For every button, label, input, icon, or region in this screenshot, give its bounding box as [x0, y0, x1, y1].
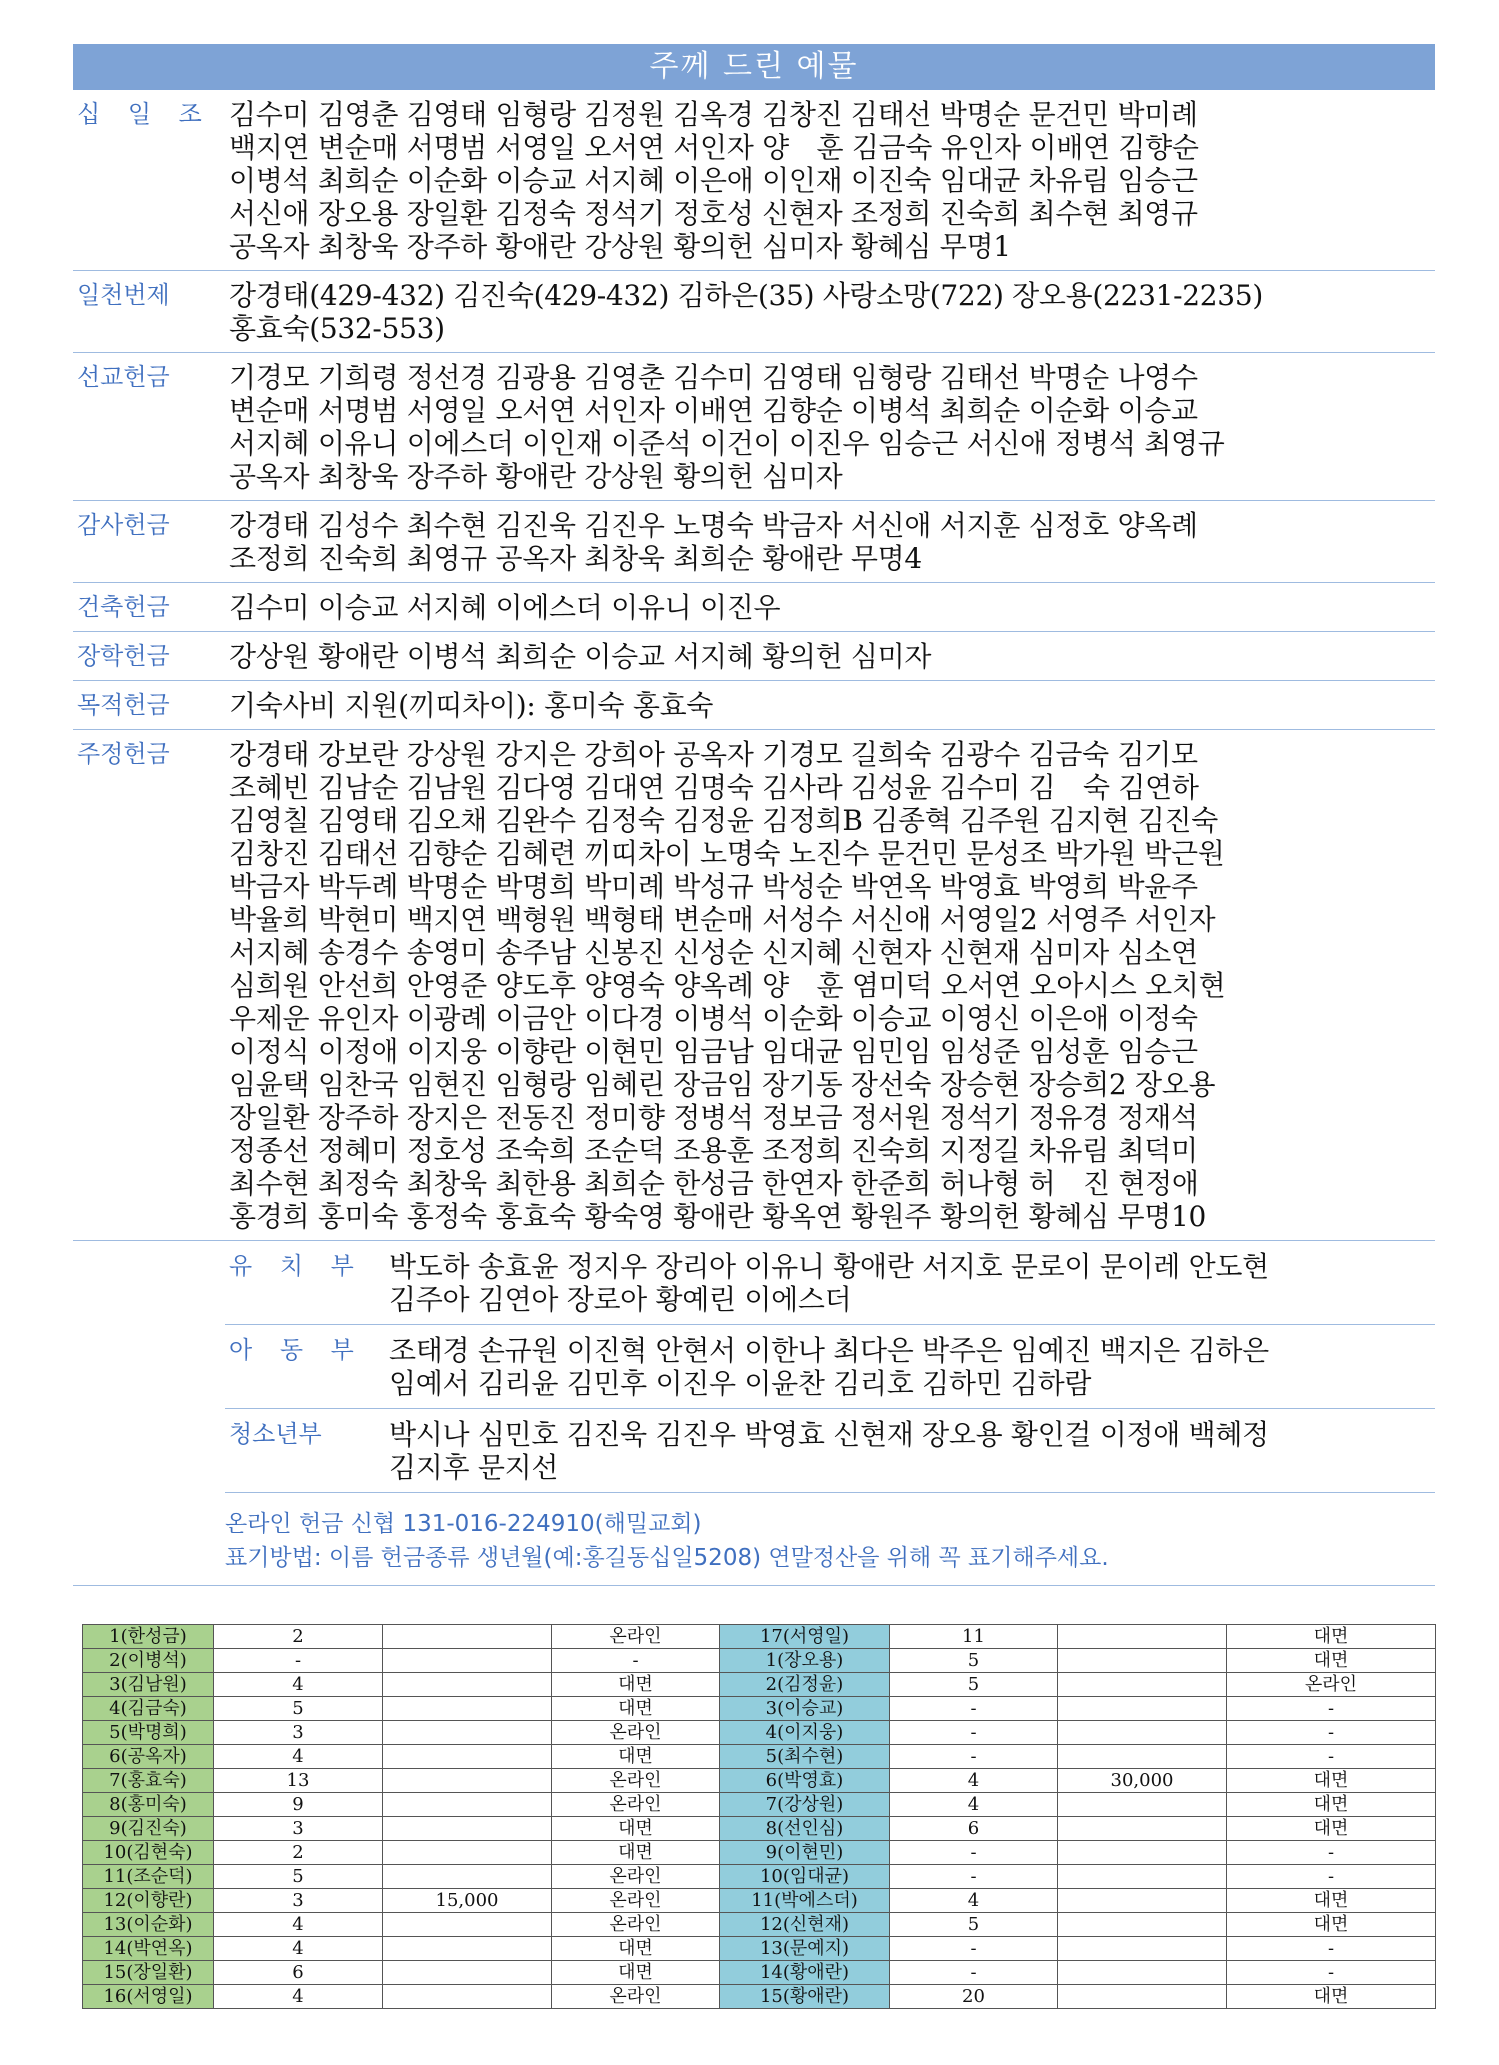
name-line: 공옥자 최창욱 장주하 황애란 강상원 황의헌 심미자 — [229, 460, 843, 493]
name-cell: 6(공옥자) — [83, 1745, 214, 1769]
name-line: 임윤택 임찬국 임현진 임형랑 임혜린 장금임 장기동 장선숙 장승현 장승희2 장오용 — [229, 1068, 1216, 1101]
section-names — [229, 689, 1435, 722]
subsection-names — [389, 1250, 1435, 1316]
section-section — [73, 681, 1435, 730]
name-cell: 14(박연옥) — [83, 1937, 214, 1961]
name-line: 강경태 김성수 최수현 김진욱 김진우 노명숙 박금자 서신애 서지훈 심정호 양옥례 — [229, 509, 1198, 542]
mode-cell: 대면 — [1227, 1625, 1436, 1649]
mode-cell: 대면 — [552, 1697, 720, 1721]
name-line: 김수미 김영춘 김영태 임형랑 김정원 김옥경 김창진 김태선 박명순 문건민 박미례 — [229, 98, 1198, 131]
count-cell: 13 — [214, 1769, 383, 1793]
count-cell: 6 — [890, 1817, 1058, 1841]
count-cell: 3 — [214, 1817, 383, 1841]
section-section — [73, 353, 1435, 501]
amount-cell — [383, 1913, 552, 1937]
name-line: 이병석 최희순 이순화 이승교 서지혜 이은애 이인재 이진숙 임대균 차유림 임승근 — [229, 164, 1198, 197]
table-row — [83, 1817, 1436, 1841]
name-line: 박율희 박현미 백지연 백형원 백형태 변순매 서성수 서신애 서영일2 서영주 서인자 — [229, 903, 1216, 936]
name-cell: 3(이승교) — [720, 1697, 890, 1721]
amount-cell — [1058, 1865, 1227, 1889]
name-cell: 13(문예지) — [720, 1937, 890, 1961]
name-cell: 10(임대균) — [720, 1865, 890, 1889]
section-label: 목적헌금 — [77, 691, 170, 719]
count-cell: - — [890, 1745, 1058, 1769]
table-row — [83, 1865, 1436, 1889]
subsection-section — [225, 1409, 1435, 1493]
mode-cell: 온라인 — [552, 1721, 720, 1745]
table-row — [83, 1793, 1436, 1817]
amount-cell — [1058, 1697, 1227, 1721]
section-section — [73, 632, 1435, 681]
amount-cell — [383, 1817, 552, 1841]
count-cell: - — [890, 1721, 1058, 1745]
name-line: 변순매 서명범 서영일 오서연 서인자 이배연 김향순 이병석 최희순 이순화 이승교 — [229, 394, 1198, 427]
name-line: 임예서 김리윤 김민후 이진우 이윤찬 김리호 김하민 김하람 — [389, 1367, 1092, 1400]
subsection-section — [225, 1325, 1435, 1409]
name-cell: 16(서영일) — [83, 1985, 214, 2009]
mode-cell: 대면 — [552, 1745, 720, 1769]
name-line: 기경모 기희령 정선경 김광용 김영춘 김수미 김영태 임형랑 김태선 박명순 나영수 — [229, 361, 1198, 394]
count-cell: 2 — [214, 1841, 383, 1865]
section-section — [73, 730, 1435, 1241]
table-row — [83, 1673, 1436, 1697]
count-cell: 5 — [890, 1673, 1058, 1697]
name-cell: 1(한성금) — [83, 1625, 214, 1649]
count-cell: - — [214, 1649, 383, 1673]
table-row — [83, 1889, 1436, 1913]
name-line: 김창진 김태선 김향순 김혜련 끼띠차이 노명숙 노진수 문건민 문성조 박가원 박근원 — [229, 837, 1225, 870]
mode-cell: 온라인 — [552, 1793, 720, 1817]
section-label: 일천번제 — [77, 281, 170, 309]
amount-cell — [1058, 1817, 1227, 1841]
name-line: 서지혜 이유니 이에스더 이인재 이준석 이건이 이진우 임승근 서신애 정병석 최영규 — [229, 427, 1225, 460]
amount-cell — [383, 1985, 552, 2009]
count-cell: 4 — [214, 1673, 383, 1697]
amount-cell — [383, 1673, 552, 1697]
section-section — [73, 271, 1435, 353]
subsection-section — [225, 1241, 1435, 1325]
count-cell: 4 — [214, 1985, 383, 2009]
subsection-label: 아 동 부 — [229, 1336, 364, 1364]
name-line: 김영칠 김영태 김오채 김완수 김정숙 김정윤 김정희B 김종혁 김주원 김지현 김진숙 — [229, 804, 1218, 837]
name-cell: 5(최수현) — [720, 1745, 890, 1769]
subsection-names — [389, 1418, 1435, 1484]
mode-cell: 온라인 — [552, 1985, 720, 2009]
amount-cell: 30,000 — [1058, 1769, 1227, 1793]
attendance-table — [82, 1624, 1436, 2009]
count-cell: 4 — [214, 1913, 383, 1937]
amount-cell — [1058, 1721, 1227, 1745]
mode-cell: - — [1227, 1841, 1436, 1865]
mode-cell: 대면 — [1227, 1817, 1436, 1841]
count-cell: 3 — [214, 1721, 383, 1745]
name-line: 정종선 정혜미 정호성 조숙희 조순덕 조용훈 조정희 진숙희 지정길 차유림 최덕미 — [229, 1134, 1198, 1167]
name-line: 김주아 김연아 장로아 황예린 이에스더 — [389, 1283, 852, 1316]
name-line: 공옥자 최창욱 장주하 황애란 강상원 황의헌 심미자 황혜심 무명1 — [229, 230, 1011, 263]
amount-cell — [383, 1865, 552, 1889]
mode-cell: 온라인 — [552, 1913, 720, 1937]
name-line: 최수현 최정숙 최창욱 최한용 최희순 한성금 한연자 한준희 허나형 허 진 현정애 — [229, 1167, 1199, 1200]
table-row — [83, 1961, 1436, 1985]
amount-cell — [1058, 1745, 1227, 1769]
name-cell: 12(이향란) — [83, 1889, 214, 1913]
name-line: 이정식 이정애 이지웅 이향란 이현민 임금남 임대균 임민임 임성준 임성훈 임승근 — [229, 1035, 1198, 1068]
mode-cell: 대면 — [1227, 1769, 1436, 1793]
name-cell: 9(이현민) — [720, 1841, 890, 1865]
amount-cell — [1058, 1625, 1227, 1649]
subsection-label: 유 치 부 — [229, 1252, 364, 1280]
name-cell: 11(조순덕) — [83, 1865, 214, 1889]
name-cell: 4(김금숙) — [83, 1697, 214, 1721]
amount-cell — [383, 1721, 552, 1745]
table-row — [83, 1745, 1436, 1769]
offering-sections — [73, 90, 1435, 1241]
count-cell: - — [890, 1937, 1058, 1961]
mode-cell: 온라인 — [552, 1625, 720, 1649]
amount-cell — [383, 1625, 552, 1649]
amount-cell — [1058, 1913, 1227, 1937]
section-label: 건축헌금 — [77, 593, 170, 621]
table-row — [83, 1625, 1436, 1649]
amount-cell: 15,000 — [383, 1889, 552, 1913]
section-names — [229, 640, 1435, 673]
amount-cell — [383, 1793, 552, 1817]
name-line: 강상원 황애란 이병석 최희순 이승교 서지혜 황의헌 심미자 — [229, 640, 932, 673]
department-sections — [73, 1241, 1435, 1493]
name-cell: 7(홍효숙) — [83, 1769, 214, 1793]
mode-cell: - — [1227, 1937, 1436, 1961]
count-cell: 4 — [890, 1889, 1058, 1913]
online-offering-info — [73, 1493, 1435, 1586]
mode-cell: - — [552, 1649, 720, 1673]
name-line: 김수미 이승교 서지혜 이에스더 이유니 이진우 — [229, 591, 781, 624]
name-line: 서지혜 송경수 송영미 송주남 신봉진 신성순 신지혜 신현자 신현재 심미자 심소연 — [229, 936, 1198, 969]
name-cell: 13(이순화) — [83, 1913, 214, 1937]
table-row — [83, 1937, 1436, 1961]
name-line: 박시나 심민호 김진욱 김진우 박영효 신현재 장오용 황인걸 이정애 백혜정 — [389, 1418, 1269, 1451]
name-cell: 11(박에스더) — [720, 1889, 890, 1913]
name-cell: 12(신현재) — [720, 1913, 890, 1937]
mode-cell: 대면 — [552, 1673, 720, 1697]
name-cell: 7(강상원) — [720, 1793, 890, 1817]
section-section — [73, 501, 1435, 583]
name-cell: 8(선인심) — [720, 1817, 890, 1841]
name-cell: 2(김정윤) — [720, 1673, 890, 1697]
mode-cell: - — [1227, 1961, 1436, 1985]
amount-cell — [383, 1841, 552, 1865]
section-names — [229, 509, 1435, 575]
table-row — [83, 1649, 1436, 1673]
name-line: 장일환 장주하 장지은 전동진 정미향 정병석 정보금 정서원 정석기 정유경 정재석 — [229, 1101, 1198, 1134]
mode-cell: 대면 — [1227, 1889, 1436, 1913]
count-cell: 3 — [214, 1889, 383, 1913]
name-line: 조혜빈 김남순 김남원 김다영 김대연 김명숙 김사라 김성윤 김수미 김 숙 김연하 — [229, 771, 1199, 804]
count-cell: - — [890, 1961, 1058, 1985]
name-line: 김지후 문지선 — [389, 1451, 559, 1484]
amount-cell — [1058, 1961, 1227, 1985]
name-line: 기숙사비 지원(끼띠차이): 홍미숙 홍효숙 — [229, 689, 714, 722]
amount-cell — [383, 1745, 552, 1769]
name-line: 박금자 박두례 박명순 박명희 박미례 박성규 박성순 박연옥 박영효 박영희 박윤주 — [229, 870, 1198, 903]
section-names — [229, 279, 1435, 345]
name-line: 강경태(429-432) 김진숙(429-432) 김하은(35) 사랑소망(722) 장오용(2231-2235) — [229, 279, 1263, 312]
subsection-label: 청소년부 — [229, 1420, 322, 1448]
amount-cell — [1058, 1793, 1227, 1817]
mode-cell: 대면 — [1227, 1793, 1436, 1817]
amount-cell — [1058, 1937, 1227, 1961]
offering-page — [73, 44, 1435, 1586]
name-line: 우제운 유인자 이광례 이금안 이다경 이병석 이순화 이승교 이영신 이은애 이정숙 — [229, 1002, 1198, 1035]
table-row — [83, 1769, 1436, 1793]
name-cell: 1(장오용) — [720, 1649, 890, 1673]
amount-cell — [383, 1961, 552, 1985]
mode-cell: 대면 — [552, 1841, 720, 1865]
section-label: 주정헌금 — [77, 740, 170, 768]
count-cell: 4 — [214, 1745, 383, 1769]
mode-cell: 온라인 — [552, 1769, 720, 1793]
online-notation-guide: 표기방법: 이름 헌금종류 생년월(예:홍길동십일5208) 연말정산을 위해 꼭 표기해주세요. — [225, 1545, 1109, 1571]
mode-cell: 대면 — [552, 1961, 720, 1985]
section-names — [229, 98, 1435, 263]
section-section — [73, 583, 1435, 632]
mode-cell: 대면 — [552, 1937, 720, 1961]
table-row — [83, 1841, 1436, 1865]
name-cell: 8(홍미숙) — [83, 1793, 214, 1817]
name-line: 조태경 손규원 이진혁 안현서 이한나 최다은 박주은 임예진 백지은 김하은 — [389, 1334, 1269, 1367]
section-label: 선교헌금 — [77, 363, 170, 391]
amount-cell — [383, 1649, 552, 1673]
count-cell: 4 — [890, 1769, 1058, 1793]
count-cell: 5 — [214, 1697, 383, 1721]
table-row — [83, 1721, 1436, 1745]
amount-cell — [1058, 1673, 1227, 1697]
count-cell: 4 — [214, 1937, 383, 1961]
count-cell: 5 — [890, 1913, 1058, 1937]
section-label: 장학헌금 — [77, 642, 170, 670]
mode-cell: 온라인 — [552, 1889, 720, 1913]
mode-cell: 대면 — [1227, 1913, 1436, 1937]
count-cell: 6 — [214, 1961, 383, 1985]
table-row — [83, 1913, 1436, 1937]
count-cell: 4 — [890, 1793, 1058, 1817]
subsection-names — [389, 1334, 1435, 1400]
name-cell: 9(김진숙) — [83, 1817, 214, 1841]
table-row — [83, 1697, 1436, 1721]
count-cell: 20 — [890, 1985, 1058, 2009]
name-cell: 3(김남원) — [83, 1673, 214, 1697]
amount-cell — [1058, 1841, 1227, 1865]
mode-cell: - — [1227, 1721, 1436, 1745]
amount-cell — [383, 1769, 552, 1793]
mode-cell: - — [1227, 1745, 1436, 1769]
count-cell: - — [890, 1865, 1058, 1889]
name-cell: 5(박명희) — [83, 1721, 214, 1745]
count-cell: 9 — [214, 1793, 383, 1817]
table-row — [83, 1985, 1436, 2009]
name-cell: 6(박영효) — [720, 1769, 890, 1793]
count-cell: 2 — [214, 1625, 383, 1649]
name-line: 홍경희 홍미숙 홍정숙 홍효숙 황숙영 황애란 황옥연 황원주 황의헌 황혜심 무명10 — [229, 1200, 1206, 1233]
name-line: 심희원 안선희 안영준 양도후 양영숙 양옥례 양 훈 염미덕 오서연 오아시스 오치현 — [229, 969, 1226, 1002]
section-names — [229, 591, 1435, 624]
name-line: 박도하 송효윤 정지우 장리아 이유니 황애란 서지호 문로이 문이레 안도현 — [389, 1250, 1269, 1283]
page-title: 주께 드린 예물 — [73, 44, 1435, 90]
mode-cell: - — [1227, 1697, 1436, 1721]
online-account: 온라인 헌금 신협 131-016-224910(해밀교회) — [225, 1511, 702, 1537]
amount-cell — [1058, 1649, 1227, 1673]
name-line: 홍효숙(532-553) — [229, 312, 445, 345]
mode-cell: 온라인 — [552, 1865, 720, 1889]
mode-cell: 대면 — [552, 1817, 720, 1841]
section-names — [229, 361, 1435, 493]
name-line: 서신애 장오용 장일환 김정숙 정석기 정호성 신현자 조정희 진숙희 최수현 최영규 — [229, 197, 1198, 230]
name-cell: 17(서영일) — [720, 1625, 890, 1649]
count-cell: - — [890, 1841, 1058, 1865]
count-cell: 11 — [890, 1625, 1058, 1649]
name-cell: 14(황애란) — [720, 1961, 890, 1985]
name-line: 조정희 진숙희 최영규 공옥자 최창욱 최희순 황애란 무명4 — [229, 542, 922, 575]
count-cell: 5 — [890, 1649, 1058, 1673]
mode-cell: - — [1227, 1865, 1436, 1889]
amount-cell — [383, 1937, 552, 1961]
name-cell: 15(장일환) — [83, 1961, 214, 1985]
name-cell: 2(이병석) — [83, 1649, 214, 1673]
amount-cell — [1058, 1889, 1227, 1913]
section-label: 감사헌금 — [77, 511, 170, 539]
mode-cell: 온라인 — [1227, 1673, 1436, 1697]
amount-cell — [1058, 1985, 1227, 2009]
count-cell: - — [890, 1697, 1058, 1721]
section-section — [73, 90, 1435, 271]
name-cell: 4(이지웅) — [720, 1721, 890, 1745]
name-cell: 15(황애란) — [720, 1985, 890, 2009]
section-names — [229, 738, 1435, 1233]
section-label: 십 일 조 — [77, 100, 212, 128]
name-line: 강경태 강보란 강상원 강지은 강희아 공옥자 기경모 길희숙 김광수 김금숙 김기모 — [229, 738, 1198, 771]
name-cell: 10(김현숙) — [83, 1841, 214, 1865]
mode-cell: 대면 — [1227, 1985, 1436, 2009]
name-line: 백지연 변순매 서명범 서영일 오서연 서인자 양 훈 김금숙 유인자 이배연 김향순 — [229, 131, 1199, 164]
count-cell: 5 — [214, 1865, 383, 1889]
amount-cell — [383, 1697, 552, 1721]
mode-cell: 대면 — [1227, 1649, 1436, 1673]
